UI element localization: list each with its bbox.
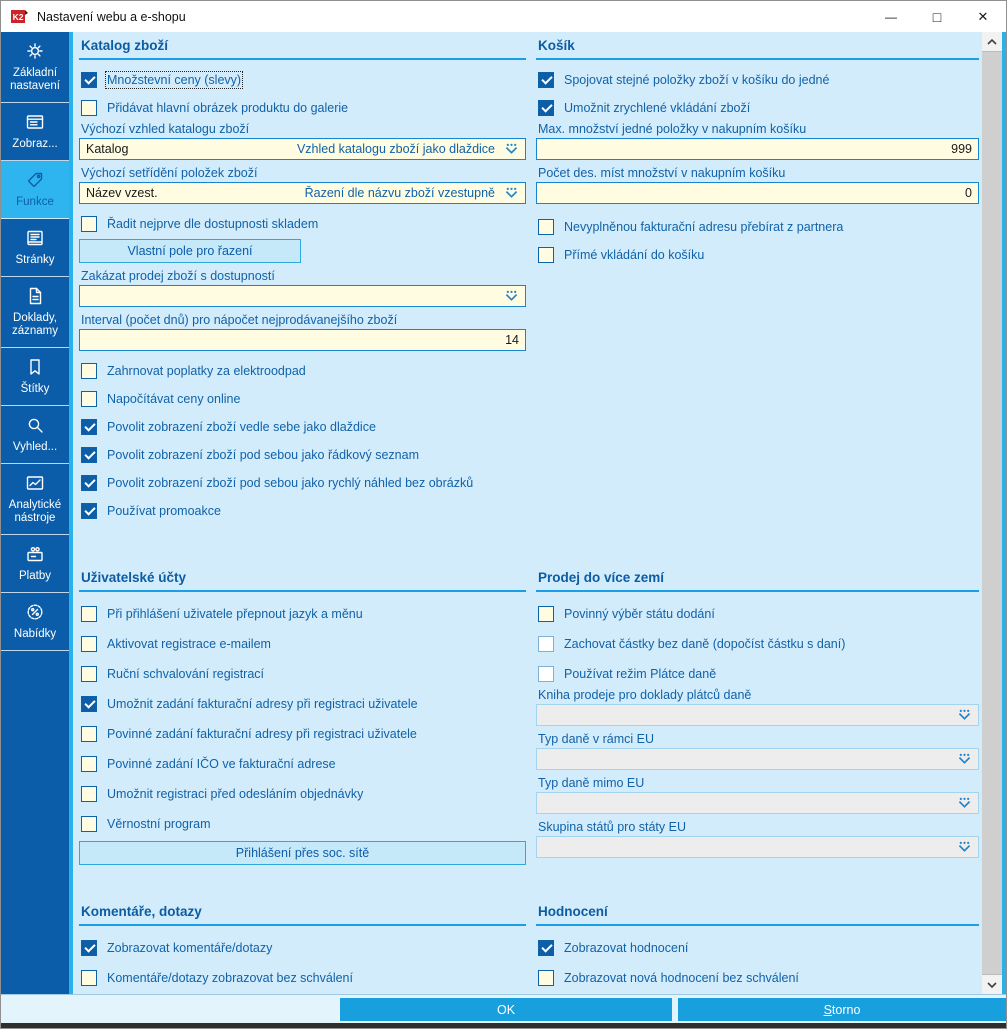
- checkbox-komentare-bez-schvaleni[interactable]: [81, 970, 97, 986]
- checkbox-row: [79, 390, 526, 407]
- sidebar-item-nabidky[interactable]: [1, 593, 69, 651]
- sidebar-item-vyhledavani[interactable]: [1, 406, 69, 464]
- checkbox-spojovat-polozky[interactable]: [538, 72, 554, 88]
- combo-value: Katalog: [86, 142, 129, 156]
- sidebar-item-label: Štítky: [20, 383, 50, 395]
- checkbox-label: Ruční schvalování registrací: [107, 666, 265, 681]
- sidebar-item-label: Funkce: [16, 196, 54, 208]
- checkbox-povinny-vyber-statu[interactable]: [538, 606, 554, 622]
- checkbox-label: Používat režim Plátce daně: [564, 666, 717, 681]
- section-title: Katalog zboží: [79, 38, 526, 60]
- checkbox-row: [536, 605, 979, 622]
- window-bottom-border: [1, 1023, 1006, 1028]
- sidebar-item-doklady-zaznamy[interactable]: [1, 277, 69, 348]
- section-komentare-dotazy: [79, 904, 526, 986]
- checkbox-label: Napočítávat ceny online: [107, 391, 241, 406]
- setrideni-combo[interactable]: [79, 182, 526, 204]
- field-label: Typ daně v rámci EU: [538, 732, 655, 746]
- checkbox-povinne-fakturacni[interactable]: [81, 726, 97, 742]
- checkbox-label: Používat promoakce: [107, 503, 221, 518]
- sidebar-item-zakladni-nastaveni[interactable]: [1, 32, 69, 103]
- pocet-des-mist-input[interactable]: 0: [536, 182, 979, 204]
- checkbox-label: Komentáře/dotazy zobrazovat bez schválení: [107, 970, 353, 985]
- checkbox-label: Aktivovat registrace e-mailem: [107, 636, 271, 651]
- vlastni-pole-button[interactable]: Vlastní pole pro řazení: [79, 239, 301, 263]
- checkbox-row: [79, 215, 526, 232]
- window-title: Nastavení webu a e-shopu: [37, 9, 186, 24]
- scrollbar-thumb[interactable]: [982, 51, 1002, 975]
- checkbox-row: [79, 502, 526, 519]
- sidebar-item-platby[interactable]: [1, 535, 69, 593]
- checkbox-napocitavat-ceny[interactable]: [81, 391, 97, 407]
- checkbox-row: [79, 939, 526, 956]
- storno-label: Storno: [823, 1002, 861, 1017]
- sidebar-item-label: Zobraz...: [12, 138, 58, 150]
- section-katalog-zbozi: [79, 38, 526, 519]
- sidebar-item-label: Nabídky: [13, 628, 57, 640]
- checkbox-row: [79, 605, 526, 622]
- checkbox-row: [536, 246, 979, 263]
- section-title: Komentáře, dotazy: [79, 904, 526, 926]
- sidebar-item-label: Platby: [19, 570, 51, 582]
- field-label: Max. množství jedné položky v nakupním košíku: [538, 122, 807, 136]
- prihlaseni-soc-site-button[interactable]: Přihlášení přes soc. sítě: [79, 841, 526, 865]
- checkbox-label: Přidávat hlavní obrázek produktu do galerie: [107, 100, 349, 115]
- kniha-prodeje-combo[interactable]: [536, 704, 979, 726]
- checkbox-label: Zobrazovat nová hodnocení bez schválení: [564, 970, 799, 985]
- field-label: Výchozí vzhled katalogu zboží: [81, 122, 250, 136]
- typ-dane-eu-combo[interactable]: [536, 748, 979, 770]
- field-label: Interval (počet dnů) pro nápočet nejprodávanejšího zboží: [81, 313, 398, 327]
- checkbox-registrace-pred-odeslanim[interactable]: [81, 786, 97, 802]
- close-button[interactable]: ✕: [977, 8, 989, 24]
- tag-icon: [25, 170, 45, 190]
- checkbox-row: [79, 725, 526, 742]
- checkbox-label: Přímé vkládání do košíku: [564, 247, 705, 262]
- field-label: Počet des. míst množství v nakupním košíku: [538, 166, 786, 180]
- checkbox-povolit-dlazdice[interactable]: [81, 419, 97, 435]
- documents-icon: [25, 286, 45, 306]
- checkbox-zrychlene-vkladani[interactable]: [538, 100, 554, 116]
- section-kosik: [536, 38, 979, 263]
- checkbox-zahrnovat-poplatky[interactable]: [81, 363, 97, 379]
- minimize-button[interactable]: —: [885, 9, 897, 24]
- accent-strip-right: [1002, 32, 1006, 994]
- checkbox-mnozstevni-ceny[interactable]: [81, 72, 97, 88]
- analytics-icon: [25, 473, 45, 493]
- sidebar-item-stranky[interactable]: [1, 219, 69, 277]
- checkbox-povinne-ico[interactable]: [81, 756, 97, 772]
- checkbox-label: Zobrazovat komentáře/dotazy: [107, 940, 273, 955]
- checkbox-label: Umožnit zrychlené vkládání zboží: [564, 100, 751, 115]
- checkbox-row: [536, 969, 979, 986]
- interval-input[interactable]: 14: [79, 329, 526, 351]
- section-hodnoceni: [536, 904, 979, 986]
- checkbox-label: Umožnit registraci před odesláním objednávky: [107, 786, 364, 801]
- checkbox-rezim-platce-dane[interactable]: [538, 666, 554, 682]
- pages-icon: [25, 228, 45, 248]
- checkbox-promoakce[interactable]: [81, 503, 97, 519]
- section-prodej-do-vice-zemi: [536, 570, 979, 858]
- footer-bar: [1, 994, 1006, 1023]
- checkbox-row: [536, 218, 979, 235]
- chevron-down-icon: [987, 982, 997, 988]
- sidebar-item-label: Stránky: [15, 254, 55, 266]
- checkbox-hodnoceni-bez-schvaleni[interactable]: [538, 970, 554, 986]
- checkbox-label: Řadit nejprve dle dostupnosti skladem: [107, 216, 319, 231]
- section-title: Uživatelské účty: [79, 570, 526, 592]
- dropdown-arrow-icon: [504, 290, 519, 302]
- checkbox-label: Povinné zadání IČO ve fakturační adrese: [107, 756, 336, 771]
- sidebar-item-label: Analytické nástroje: [8, 499, 62, 524]
- bookmark-icon: [25, 357, 45, 377]
- checkbox-label: Umožnit zadání fakturační adresy při registraci uživatele: [107, 696, 418, 711]
- checkbox-row: [79, 665, 526, 682]
- checkbox-row: [79, 755, 526, 772]
- checkbox-zachovat-castky[interactable]: [538, 636, 554, 652]
- dropdown-arrow-icon: [504, 187, 519, 199]
- vzhled-katalogu-combo[interactable]: [79, 138, 526, 160]
- checkbox-label: Věrnostní program: [107, 816, 211, 831]
- checkbox-vernostni-program[interactable]: [81, 816, 97, 832]
- checkbox-row: [79, 71, 526, 88]
- combo-description: Řazení dle názvu zboží vzestupně: [304, 186, 495, 200]
- checkbox-zobrazovat-hodnoceni[interactable]: [538, 940, 554, 956]
- dropdown-arrow-icon: [957, 753, 972, 765]
- section-title: Hodnocení: [536, 904, 979, 926]
- checkbox-aktivovat-registrace[interactable]: [81, 636, 97, 652]
- checkbox-zobrazovat-komentare[interactable]: [81, 940, 97, 956]
- sidebar: [1, 32, 69, 994]
- checkbox-pridavat-obrazek[interactable]: [81, 100, 97, 116]
- checkbox-row: [536, 665, 979, 682]
- max-mnozstvi-input[interactable]: 999: [536, 138, 979, 160]
- checkbox-label: Povolit zobrazení zboží pod sebou jako rychlý náhled bez obrázků: [107, 475, 474, 490]
- checkbox-row: [536, 99, 979, 116]
- field-label: Kniha prodeje pro doklady plátců daně: [538, 688, 752, 702]
- checkbox-label: Nevyplněnou fakturační adresu přebírat z partnera: [564, 219, 844, 234]
- field-label: Skupina států pro státy EU: [538, 820, 686, 834]
- storno-button[interactable]: [678, 998, 1006, 1021]
- sidebar-item-label: Základní nastavení: [10, 67, 60, 92]
- vertical-scrollbar[interactable]: [982, 32, 1002, 994]
- checkbox-prepnout-jazyk[interactable]: [81, 606, 97, 622]
- field-label: Typ daně mimo EU: [538, 776, 645, 790]
- sidebar-item-funkce[interactable]: [1, 161, 69, 219]
- checkbox-row: [79, 695, 526, 712]
- sidebar-item-label: Vyhled...: [12, 441, 58, 453]
- checkbox-povolit-seznam[interactable]: [81, 447, 97, 463]
- checkbox-row: [536, 71, 979, 88]
- checkbox-row: [79, 785, 526, 802]
- maximize-button[interactable]: □: [932, 8, 942, 25]
- dropdown-arrow-icon: [957, 797, 972, 809]
- checkbox-label: Povinné zadání fakturační adresy při registraci uživatele: [107, 726, 417, 741]
- section-title: Košík: [536, 38, 979, 60]
- field-label: Výchozí setřídění položek zboží: [81, 166, 258, 180]
- sidebar-item-stitky[interactable]: [1, 348, 69, 406]
- checkbox-row: [536, 635, 979, 652]
- checkbox-label: Zachovat částky bez daně (dopočíst částku s daní): [564, 636, 846, 651]
- dropdown-arrow-icon: [957, 841, 972, 853]
- checkbox-povolit-nahled[interactable]: [81, 475, 97, 491]
- search-icon: [25, 415, 45, 435]
- display-icon: [25, 112, 45, 132]
- k2-logo-icon: [10, 7, 29, 26]
- checkbox-row: [79, 635, 526, 652]
- scroll-down-button[interactable]: [982, 975, 1002, 994]
- checkbox-label: Povolit zobrazení zboží vedle sebe jako dlaždice: [107, 419, 376, 434]
- checkbox-nevyplnenou-adresu[interactable]: [538, 219, 554, 235]
- checkbox-row: [79, 99, 526, 116]
- checkbox-umoznit-fakturacni[interactable]: [81, 696, 97, 712]
- checkbox-rucni-schvalovani[interactable]: [81, 666, 97, 682]
- checkbox-row: [79, 446, 526, 463]
- offers-icon: [25, 602, 45, 622]
- chevron-up-icon: [987, 39, 997, 45]
- checkbox-label: Zobrazovat hodnocení: [564, 940, 689, 955]
- settings-panel: [73, 32, 982, 994]
- sidebar-item-analyticke-nastroje[interactable]: [1, 464, 69, 535]
- checkbox-row: [79, 418, 526, 435]
- checkbox-prime-vkladani[interactable]: [538, 247, 554, 263]
- checkbox-row: [79, 969, 526, 986]
- ok-button[interactable]: OK: [340, 998, 672, 1021]
- checkbox-label: Povolit zobrazení zboží pod sebou jako řádkový seznam: [107, 447, 419, 462]
- window-controls: [868, 1, 1006, 32]
- checkbox-label: Množstevní ceny (slevy): [107, 72, 242, 87]
- section-uzivatelske-ucty: [79, 570, 526, 865]
- sidebar-item-label: Doklady, záznamy: [11, 312, 59, 337]
- checkbox-label: Povinný výběr státu dodání: [564, 606, 715, 621]
- dropdown-arrow-icon: [957, 709, 972, 721]
- zakazat-prodej-combo[interactable]: [79, 285, 526, 307]
- typ-dane-mimo-eu-combo[interactable]: [536, 792, 979, 814]
- checkbox-row: [79, 362, 526, 379]
- dropdown-arrow-icon: [504, 143, 519, 155]
- title-bar: [1, 1, 1006, 32]
- sidebar-item-zobrazeni[interactable]: [1, 103, 69, 161]
- svg-text:K2: K2: [12, 12, 24, 22]
- section-title: Prodej do více zemí: [536, 570, 979, 592]
- combo-value: Název vzest.: [86, 186, 158, 200]
- checkbox-row: [536, 939, 979, 956]
- checkbox-row: [79, 474, 526, 491]
- gear-icon: [25, 41, 45, 61]
- combo-description: Vzhled katalogu zboží jako dlaždice: [296, 142, 495, 156]
- field-label: Zakázat prodej zboží s dostupností: [81, 269, 275, 283]
- checkbox-label: Při přihlášení uživatele přepnout jazyk a měnu: [107, 606, 363, 621]
- checkbox-label: Spojovat stejné položky zboží v košíku do jedné: [564, 72, 830, 87]
- skupina-statu-combo[interactable]: [536, 836, 979, 858]
- checkbox-radit-dostupnost[interactable]: [81, 216, 97, 232]
- checkbox-label: Zahrnovat poplatky za elektroodpad: [107, 363, 306, 378]
- scroll-up-button[interactable]: [982, 32, 1002, 51]
- checkbox-row: [79, 815, 526, 832]
- payments-icon: [25, 544, 45, 564]
